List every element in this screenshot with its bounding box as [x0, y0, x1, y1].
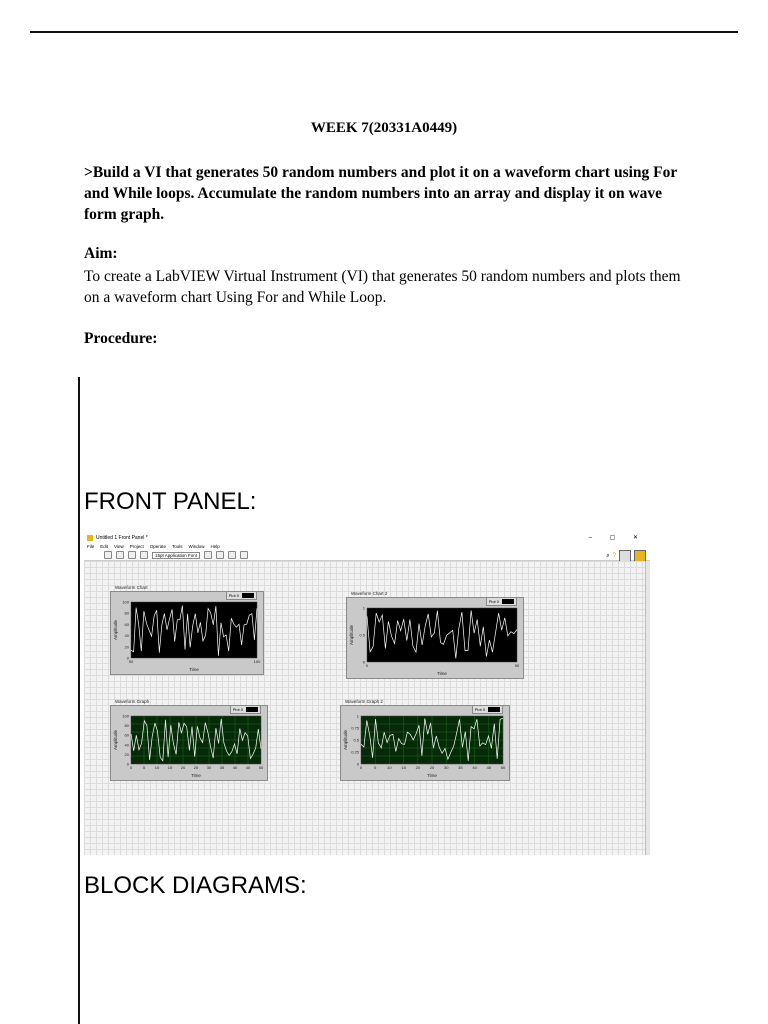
x-tick-label: 25 [193, 765, 199, 770]
chart-label: Waveform Graph 2 [345, 699, 383, 704]
y-tick-label: 0 [356, 761, 359, 767]
y-tick-label: 0.25 [351, 749, 359, 755]
y-tick-label: 1 [362, 605, 365, 611]
y-tick-label: 80 [124, 610, 129, 616]
pause-icon [140, 551, 148, 559]
help-icon: ? [612, 553, 616, 559]
x-tick-label: 30 [206, 765, 212, 770]
x-tick-label: 0 [359, 765, 363, 770]
waveform-graph [110, 699, 268, 781]
menu-tools: Tools [172, 543, 183, 549]
x-tick-label: 35 [219, 765, 225, 770]
plot-area [131, 602, 257, 658]
waveform-graph-2 [340, 699, 510, 781]
x-tick-label: 50 [258, 765, 264, 770]
x-axis-label: Time [437, 671, 447, 676]
x-tick-label: 15 [401, 765, 406, 770]
x-axis-label: Time [191, 773, 201, 778]
menu-view: View [114, 543, 124, 549]
x-tick-label: 25 [429, 765, 435, 770]
y-tick-label: 0.5 [353, 737, 359, 743]
chart-label: Waveform Graph [115, 699, 150, 704]
menu-operate: Operate [149, 543, 166, 549]
menu-edit: Edit [100, 543, 109, 549]
y-tick-label: 60 [124, 621, 129, 627]
waveform-chart [110, 585, 264, 675]
chart-label: Waveform Chart [115, 585, 148, 590]
vertical-scrollbar [645, 561, 650, 855]
x-tick-label: 50 [500, 765, 506, 770]
menu-file: File [87, 543, 95, 549]
y-tick-label: 60 [124, 732, 129, 738]
y-tick-label: 40 [124, 742, 129, 748]
legend-label: Plot 0 [488, 599, 499, 604]
legend-label: Plot 0 [232, 707, 243, 712]
x-tick-label: 40 [472, 765, 477, 770]
y-tick-label: 0.5 [359, 632, 365, 638]
x-tick-label: 0 [365, 663, 369, 668]
search-icon: ⌕ [606, 552, 610, 559]
x-tick-label: 5 [374, 765, 377, 770]
x-axis-label: Time [427, 773, 437, 778]
align-icon [204, 551, 212, 559]
toolbar [84, 550, 650, 561]
abort-icon [128, 551, 136, 559]
x-tick-label: 100 [253, 659, 261, 664]
chart-label: Waveform Chart 2 [351, 591, 388, 596]
chart-svg [341, 706, 509, 780]
x-tick-label: 20 [415, 765, 421, 770]
waveform-chart-2 [346, 591, 524, 679]
menu-bar [84, 542, 650, 550]
y-tick-label: 0.75 [351, 725, 359, 731]
x-tick-label: 30 [443, 765, 449, 770]
reorder-icon [240, 551, 248, 559]
y-tick-label: 20 [124, 751, 129, 757]
y-axis-label: Amplitude [113, 619, 118, 641]
front-panel-heading: FRONT PANEL: [84, 488, 257, 515]
x-tick-label: 35 [458, 765, 463, 770]
labview-front-panel-screenshot [84, 533, 650, 855]
resize-icon [228, 551, 236, 559]
x-tick-label: 45 [486, 765, 492, 770]
x-tick-label: 50 [128, 659, 134, 664]
window-title: Untitled 1 Front Panel * [96, 534, 148, 541]
x-axis-label: Time [189, 667, 199, 672]
y-tick-label: 20 [124, 644, 129, 650]
menu-project: Project [129, 543, 144, 549]
y-tick-label: 80 [124, 723, 129, 729]
aim-text: To create a LabVIEW Virtual Instrument (VI) that generates 50 random numbers and plots them on a waveform chart Using For and While Loop. [84, 268, 681, 306]
y-tick-label: 100 [122, 599, 129, 605]
y-axis-label: Amplitude [349, 624, 354, 646]
task-statement: >Build a VI that generates 50 random numbers and plot it on a waveform chart using For and While loops. Accumulate the random numbers into an array and display it on wave form graph. [84, 164, 677, 223]
document-title: WEEK 7(20331A0449) [310, 120, 458, 136]
y-tick-label: 0 [126, 761, 129, 767]
front-panel-grid [84, 561, 646, 855]
run-continuously-icon [116, 551, 124, 559]
chart-svg [347, 598, 523, 678]
x-tick-label: 10 [154, 765, 160, 770]
top-rule [30, 31, 738, 33]
legend-label: Plot 0 [474, 707, 485, 712]
y-tick-label: 40 [124, 633, 129, 639]
menu-help: Help [210, 543, 220, 549]
x-tick-label: 15 [167, 765, 173, 770]
distribute-icon [216, 551, 224, 559]
aim-heading: Aim: [84, 245, 118, 262]
procedure-heading: Procedure: [84, 330, 158, 347]
y-tick-label: 0 [362, 659, 365, 665]
y-tick-label: 100 [122, 713, 129, 719]
x-tick-label: 40 [232, 765, 238, 770]
labview-icon [87, 535, 93, 541]
y-axis-label: Amplitude [113, 729, 118, 751]
x-tick-label: 5 [142, 765, 146, 770]
y-axis-label: Amplitude [343, 729, 348, 751]
block-diagrams-heading: BLOCK DIAGRAMS: [84, 872, 307, 899]
left-margin-rule [78, 377, 80, 1024]
y-tick-label: 0 [126, 655, 129, 661]
window-titlebar [84, 533, 650, 542]
x-tick-label: 45 [245, 765, 251, 770]
run-icon [104, 551, 112, 559]
plot-area [367, 608, 517, 662]
x-tick-label: 0 [129, 765, 133, 770]
menu-window: Window [188, 543, 205, 549]
legend-label: Plot 0 [228, 593, 239, 598]
font-selector: 15pt Application Font [152, 552, 200, 559]
x-tick-label: 20 [180, 765, 186, 770]
chart-svg [111, 592, 263, 674]
chart-svg [111, 706, 267, 780]
window-controls: – ▢ ✕ [588, 535, 646, 541]
x-tick-label: 50 [514, 663, 520, 668]
y-tick-label: 1 [356, 713, 359, 719]
x-tick-label: 10 [387, 765, 392, 770]
